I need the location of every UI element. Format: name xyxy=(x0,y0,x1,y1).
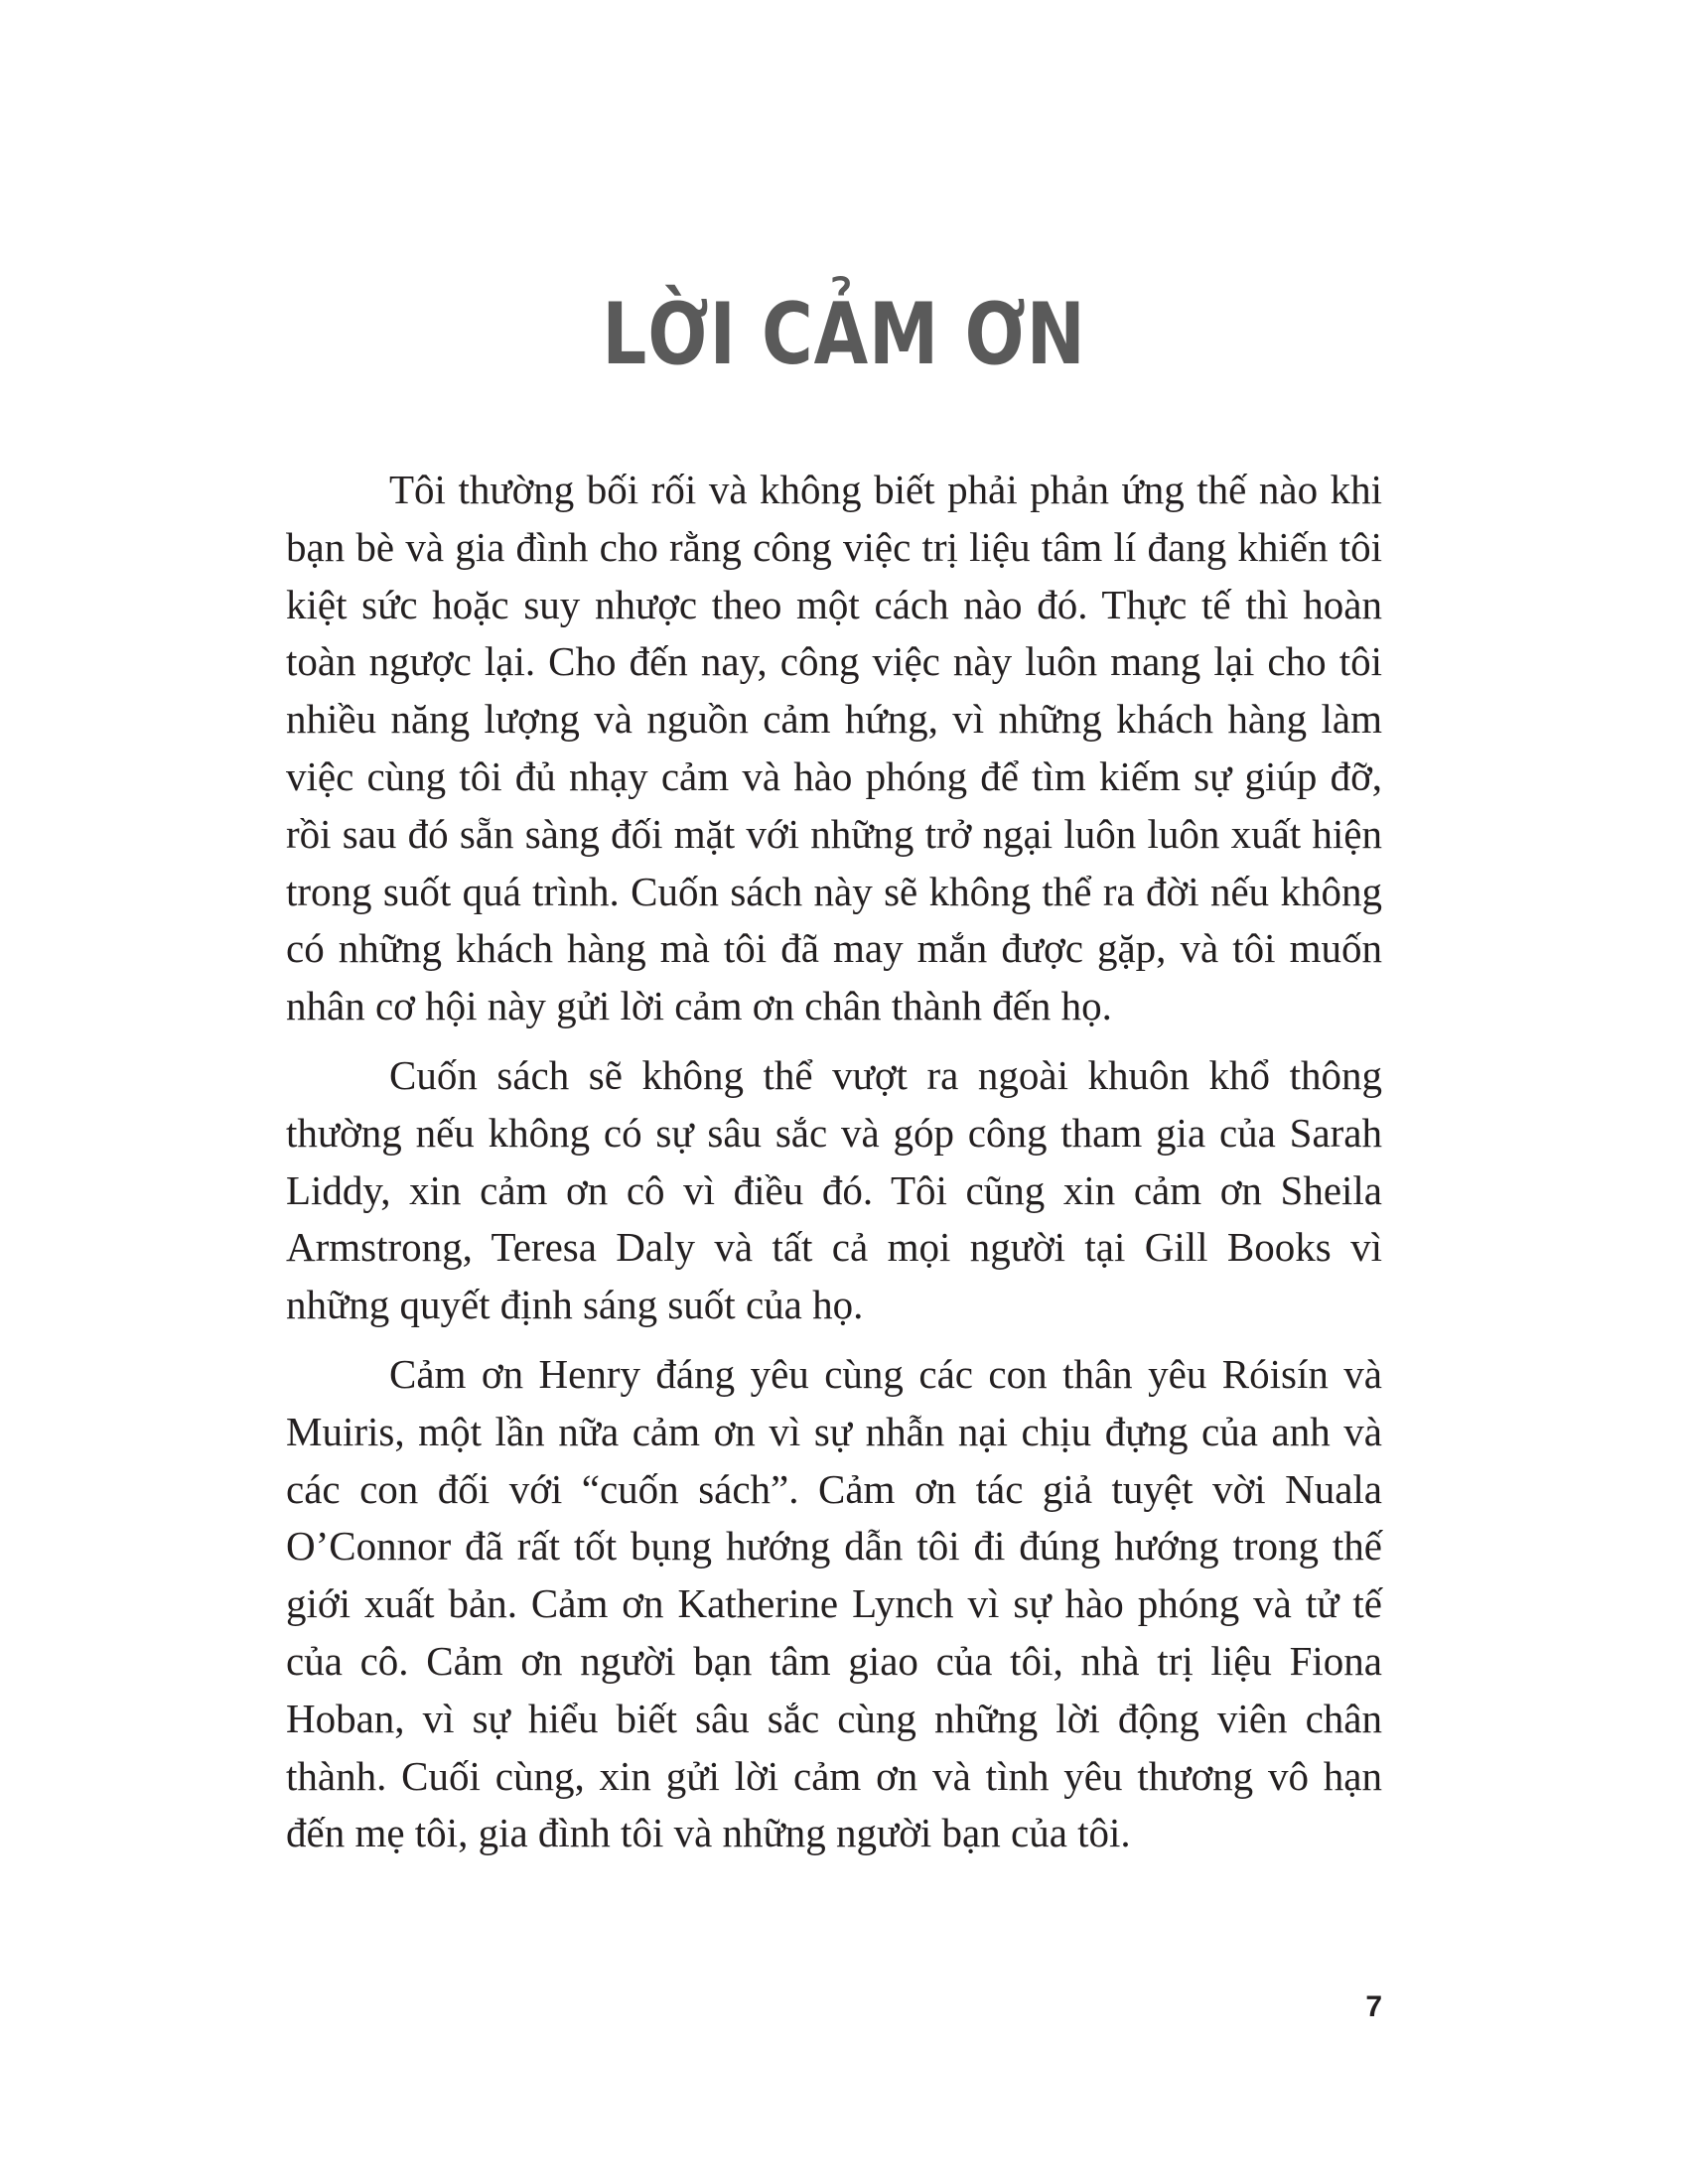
page-title: LỜI CẢM ƠN xyxy=(602,285,1086,384)
paragraph-2: Cuốn sách sẽ không thể vượt ra ngoài khuôn khổ thông thường nếu không có sự sâu sắc và góp công tham gia của Sarah Liddy, xin cảm ơn cô vì điều đó. Tôi cũng xin cảm ơn Sheila Armstrong, Teresa Daly và tất cả mọi người tại Gill Books vì những quyết định sáng suốt của họ. xyxy=(286,1051,1382,1328)
page-number: 7 xyxy=(1365,1990,1382,2023)
body-text xyxy=(286,462,1382,1874)
paragraph-1: Tôi thường bối rối và không biết phải phản ứng thế nào khi bạn bè và gia đình cho rằng công việc trị liệu tâm lí đang khiến tôi kiệt sức hoặc suy nhược theo một cách nào đó. Thực tế thì hoàn toàn ngược lại. Cho đến nay, công việc này luôn mang lại cho tôi nhiều năng lượng và nguồn cảm hứng, vì những khách hàng làm việc cùng tôi đủ nhạy cảm và hào phóng để tìm kiếm sự giúp đỡ, rồi sau đó sẵn sàng đối mặt với những trở ngại luôn luôn xuất hiện trong suốt quá trình. Cuốn sách này sẽ không thể ra đời nếu không có những khách hàng mà tôi đã may mắn được gặp, và tôi muốn nhân cơ hội này gửi lời cảm ơn chân thành đến họ. xyxy=(286,467,1382,1029)
paragraph-3: Cảm ơn Henry đáng yêu cùng các con thân yêu Róisín và Muiris, một lần nữa cảm ơn vì sự nhẫn nại chịu đựng của anh và các con đối với “cuốn sách”. Cảm ơn tác giả tuyệt vời Nuala O’Connor đã rất tốt bụng hướng dẫn tôi đi đúng hướng trong thế giới xuất bản. Cảm ơn Katherine Lynch vì sự hào phóng và tử tế của cô. Cảm ơn người bạn tâm giao của tôi, nhà trị liệu Fiona Hoban, vì sự hiểu biết sâu sắc cùng những lời động viên chân thành. Cuối cùng, xin gửi lời cảm ơn và tình yêu thương vô hạn đến mẹ tôi, gia đình tôi và những người bạn của tôi. xyxy=(286,1350,1382,1856)
